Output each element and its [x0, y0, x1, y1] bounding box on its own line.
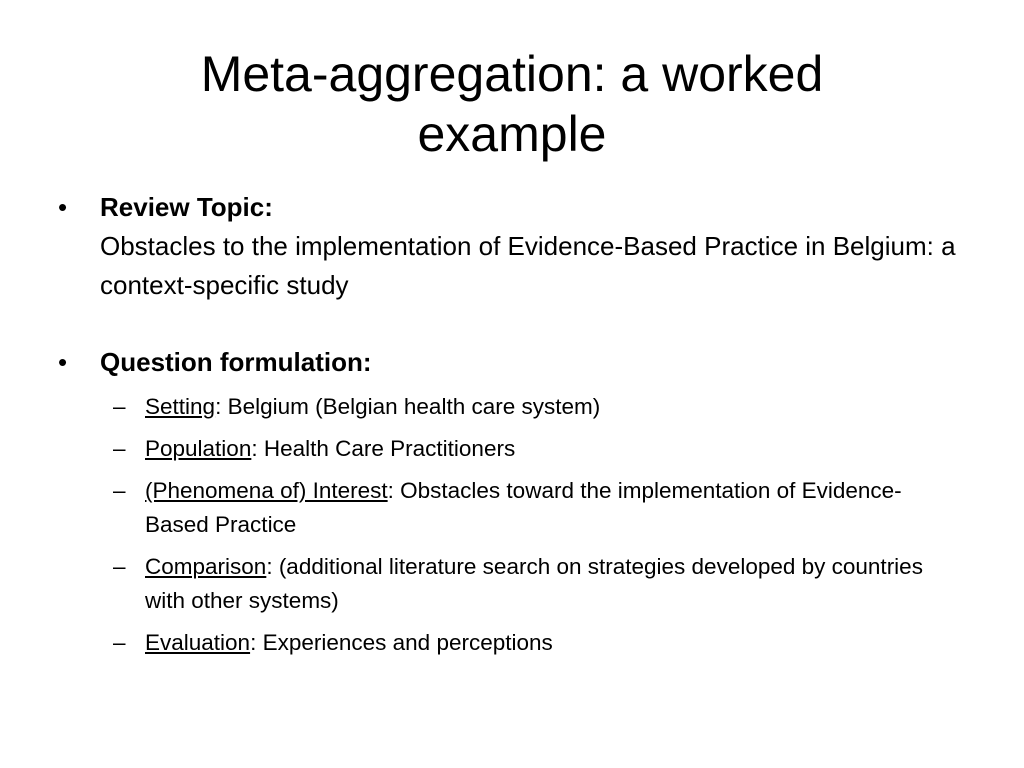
dash-icon: – [113, 394, 126, 419]
list-item-interest [58, 474, 958, 542]
list-item-comparison [58, 550, 958, 618]
dash-icon: – [113, 436, 126, 461]
list-item-setting [58, 390, 958, 424]
slide-body [58, 188, 958, 660]
term-comparison: Comparison [145, 554, 267, 579]
title-line-1: Meta-aggregation: a worked [200, 46, 824, 102]
item-text: : Experiences and perceptions [250, 630, 553, 655]
question-formulation-heading: Question formulation: [100, 347, 372, 377]
term-interest: (Phenomena of) Interest [145, 478, 388, 503]
item-text: : (additional literature search on strategies developed by countries with other systems) [145, 554, 923, 613]
list-item-population [58, 432, 958, 466]
spacer [58, 305, 958, 343]
dash-icon: – [113, 478, 126, 503]
list-item-evaluation [58, 626, 958, 660]
term-evaluation: Evaluation [145, 630, 251, 655]
item-text: : Belgium (Belgian health care system) [215, 394, 601, 419]
bullet-icon: • [58, 192, 68, 222]
question-components-list [58, 390, 958, 660]
bullet-icon: • [58, 347, 68, 377]
item-text: : Obstacles toward the implementation of Evidence-Based Practice [145, 478, 902, 537]
term-population: Population [145, 436, 252, 461]
review-topic-text: Obstacles to the implementation of Evidence-Based Practice in Belgium: a context-specific study [100, 231, 956, 300]
title-line-2: example [417, 106, 607, 162]
dash-icon: – [113, 630, 126, 655]
item-text: : Health Care Practitioners [251, 436, 516, 461]
term-setting: Setting [145, 394, 216, 419]
slide-title [120, 44, 904, 164]
review-topic-bullet [58, 188, 958, 305]
dash-icon: – [113, 554, 126, 579]
review-topic-heading: Review Topic: [100, 192, 273, 222]
question-formulation-bullet [58, 343, 958, 382]
